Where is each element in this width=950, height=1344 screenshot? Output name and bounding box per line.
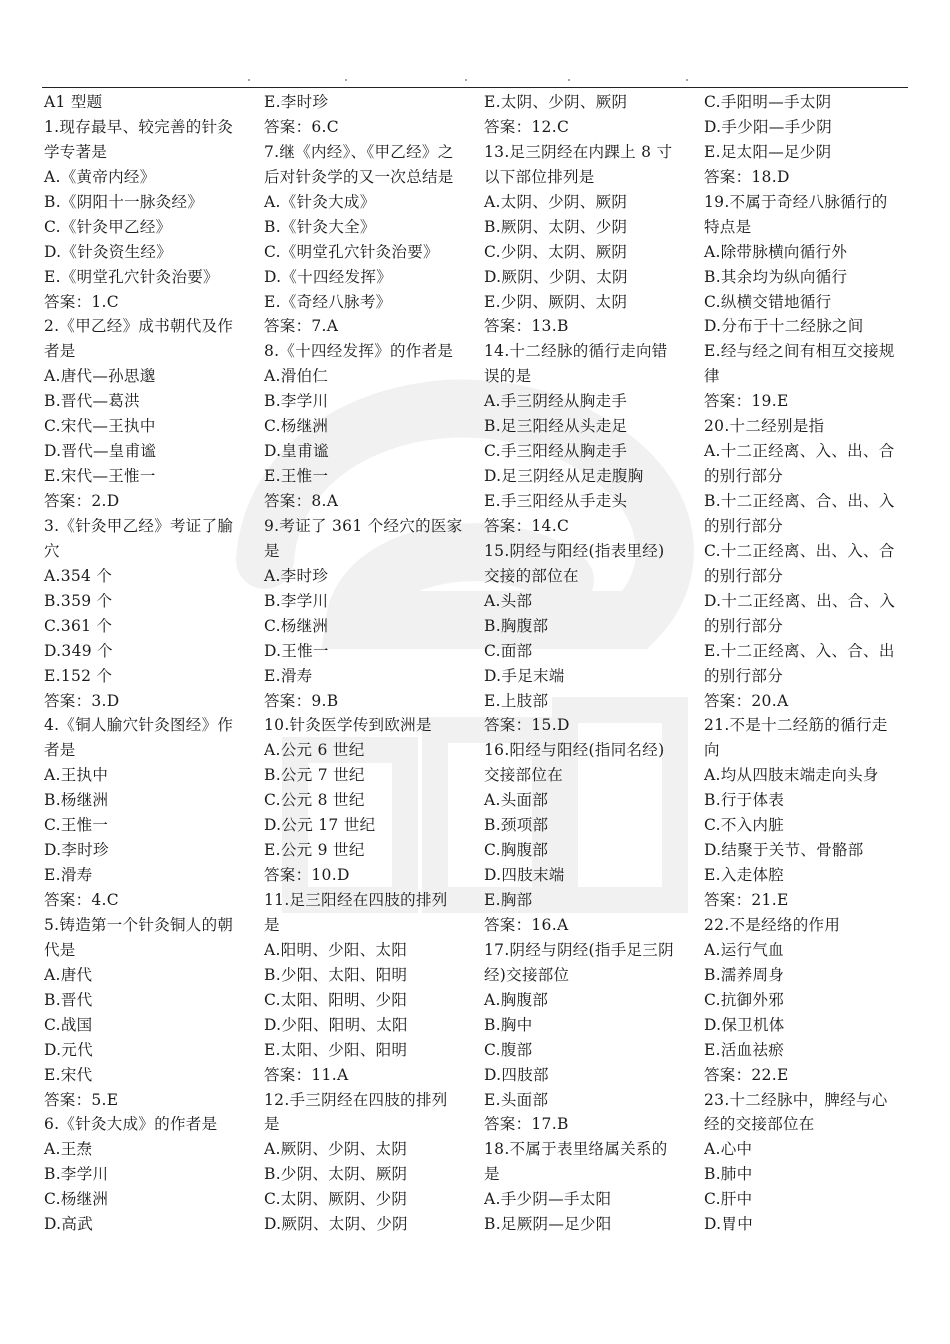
text-line: A1 型题 <box>44 93 103 111</box>
text-line: 23.十二经脉中，脾经与心 <box>704 1090 888 1109</box>
text-line: D.足三阴经从足走腹胸 <box>484 467 644 486</box>
text-line: B.晋代 <box>44 990 93 1009</box>
text-line: 者是 <box>44 342 76 361</box>
text-line: C.手三阳经从胸走手 <box>484 442 628 461</box>
text-line: D.少阳、阳明、太阳 <box>264 1015 408 1034</box>
text-line: 经)交接部位 <box>484 965 570 984</box>
text-line: E.152 个 <box>44 666 113 685</box>
text-line: 答案：18.D <box>704 167 790 186</box>
text-line: A.胸腹部 <box>484 990 549 1009</box>
text-line: E.上肢部 <box>484 691 549 710</box>
text-line: A.手三阴经从胸走手 <box>484 392 628 411</box>
text-line: E.滑寿 <box>44 866 93 885</box>
text-line: C.太阳、阳明、少阳 <box>264 990 408 1009</box>
text-line: 18.不属于表里络属关系的 <box>484 1140 668 1159</box>
text-line: A.太阴、少阴、厥阴 <box>484 192 628 211</box>
text-line: 是 <box>264 915 280 934</box>
text-line: D.厥阴、太阴、少阴 <box>264 1215 408 1234</box>
text-line: 是 <box>484 1165 500 1184</box>
text-line: 穴 <box>44 541 60 560</box>
text-line: C.《明堂孔穴针灸治要》 <box>264 242 439 261</box>
text-line: B.《阴阳十一脉灸经》 <box>44 192 204 211</box>
text-line: 以下部位排列是 <box>484 167 595 186</box>
text-line: D.胃中 <box>704 1215 754 1234</box>
text-line: E.公元 9 世纪 <box>264 841 365 860</box>
text-line: A.李时珍 <box>264 566 329 585</box>
text-line: 3.《针灸甲乙经》考证了腧 <box>44 516 234 535</box>
text-line: A.均从四肢末端走向头身 <box>704 766 879 785</box>
text-line: B.厥阴、太阴、少阴 <box>484 217 628 236</box>
text-line: 答案：15.D <box>484 716 570 735</box>
text-line: 是 <box>264 541 280 560</box>
text-line: 误的是 <box>484 367 532 386</box>
text-line: 6.《针灸大成》的作者是 <box>44 1115 218 1134</box>
text-line: 9.考证了 361 个经穴的医家 <box>264 516 463 535</box>
text-line: D.十二正经离、出、合、入 <box>704 591 896 610</box>
text-line: 17.阴经与阴经(指手足三阴 <box>484 940 674 959</box>
text-line: 1.现存最早、较完善的针灸 <box>44 117 234 136</box>
text-line: 答案：9.B <box>264 691 339 710</box>
text-line: 学专著是 <box>44 142 108 161</box>
text-line: E.十二正经离、入、合、出 <box>704 641 895 660</box>
text-line: 答案：11.A <box>264 1065 349 1084</box>
text-line: D.李时珍 <box>44 841 109 860</box>
text-line: C.纵横交错地循行 <box>704 292 832 311</box>
text-line: C.不入内脏 <box>704 816 785 835</box>
text-line: D.四肢末端 <box>484 866 565 885</box>
text-line: E.《奇经八脉考》 <box>264 292 392 311</box>
text-line: A.运行气血 <box>704 940 784 959</box>
text-line: 20.十二经别是指 <box>704 417 825 436</box>
text-line: E.宋代 <box>44 1065 93 1084</box>
text-line: B.颈项部 <box>484 816 549 835</box>
text-line: B.足三阳经从头走足 <box>484 417 628 436</box>
text-line: 10.针灸医学传到欧洲是 <box>264 716 432 735</box>
text-line: D.分布于十二经脉之间 <box>704 317 864 336</box>
text-line: A.滑伯仁 <box>264 367 329 386</box>
text-line: D.王惟一 <box>264 641 329 660</box>
text-line: E.王惟一 <box>264 467 329 486</box>
text-line: B.胸腹部 <box>484 616 549 635</box>
text-line: 者是 <box>44 741 76 760</box>
text-line: 答案：16.A <box>484 915 569 934</box>
text-line: A.《黄帝内经》 <box>44 167 156 186</box>
text-line: A.王执中 <box>44 766 109 785</box>
text-line: B.李学川 <box>264 591 329 610</box>
text-line: E.少阴、厥阴、太阴 <box>484 292 628 311</box>
text-line: E.宋代—王惟一 <box>44 467 156 486</box>
text-line: A.王焘 <box>44 1140 93 1159</box>
text-line: 答案：14.C <box>484 516 570 535</box>
text-line: 后对针灸学的又一次总结是 <box>264 167 454 186</box>
text-line: E.胸部 <box>484 891 533 909</box>
text-line: B.杨继洲 <box>44 791 109 810</box>
text-line: A.除带脉横向循行外 <box>704 242 848 261</box>
text-line: 21.不是十二经筋的循行走 <box>704 716 888 735</box>
text-line: 答案：6.C <box>264 117 339 136</box>
text-line: 5.铸造第一个针灸铜人的朝 <box>44 915 234 934</box>
text-line: B.李学川 <box>264 392 329 411</box>
text-line: C.面部 <box>484 641 533 660</box>
text-line: 22.不是经络的作用 <box>704 915 841 934</box>
text-line: 16.阳经与阳经(指同名经) <box>484 741 665 760</box>
text-line: B.少阳、太阳、阳明 <box>264 965 408 984</box>
text-line: B.行于体表 <box>704 791 785 810</box>
text-line: D.公元 17 世纪 <box>264 816 376 835</box>
text-line: 答案：10.D <box>264 866 350 885</box>
text-line: 14.十二经脉的循行走向错 <box>484 342 668 361</box>
text-line: 15.阴经与阳经(指表里经) <box>484 541 665 560</box>
text-line: C.抗御外邪 <box>704 990 785 1009</box>
text-line: E.《明堂孔穴针灸治要》 <box>44 267 219 286</box>
text-line: C.杨继洲 <box>264 417 329 436</box>
text-line: 19.不属于奇经八脉循行的 <box>704 192 888 211</box>
text-line: 答案：4.C <box>44 891 119 909</box>
text-line: B.晋代—葛洪 <box>44 392 140 411</box>
text-line: C.腹部 <box>484 1040 533 1059</box>
text-line: A.心中 <box>704 1140 753 1159</box>
text-line: E.太阴、少阴、厥阴 <box>484 93 628 111</box>
text-line: C.杨继洲 <box>264 616 329 635</box>
text-line: D.手少阳—手少阴 <box>704 117 833 136</box>
text-line: B.少阴、太阴、厥阴 <box>264 1165 408 1184</box>
text-line: 的别行部分 <box>704 516 784 535</box>
text-line: 答案：21.E <box>704 891 789 909</box>
text-line: A.公元 6 世纪 <box>264 741 365 760</box>
text-line: 答案：2.D <box>44 492 120 510</box>
column-2 <box>264 90 476 1237</box>
text-line: E.入走体腔 <box>704 866 785 885</box>
text-line: A.354 个 <box>44 566 113 585</box>
text-line: 代是 <box>44 940 76 959</box>
text-line: A.唐代 <box>44 965 93 984</box>
header-dots <box>0 79 950 85</box>
text-line: 经的交接部位在 <box>704 1115 815 1134</box>
text-line: E.手三阳经从手走头 <box>484 492 628 510</box>
column-4 <box>704 90 916 1237</box>
text-line: 答案：22.E <box>704 1065 789 1084</box>
text-line: C.公元 8 世纪 <box>264 791 365 810</box>
text-line: E.滑寿 <box>264 666 313 685</box>
text-line: 答案：13.B <box>484 317 569 336</box>
text-line: D.皇甫谧 <box>264 442 329 461</box>
text-line: 的别行部分 <box>704 467 784 486</box>
text-line: E.活血祛瘀 <box>704 1040 785 1059</box>
text-line: D.《针灸资生经》 <box>44 242 173 261</box>
text-line: 答案：1.C <box>44 292 119 311</box>
text-line: 答案：7.A <box>264 317 339 336</box>
column-3 <box>484 90 696 1237</box>
text-line: C.太阴、厥阴、少阴 <box>264 1190 408 1209</box>
text-line: C.宋代—王执中 <box>44 417 156 436</box>
text-line: A.十二正经离、入、出、合 <box>704 442 895 461</box>
text-line: D.349 个 <box>44 641 113 660</box>
text-line: 答案：3.D <box>44 691 120 710</box>
text-line: C.王惟一 <box>44 816 109 835</box>
text-line: B.足厥阴—足少阳 <box>484 1215 612 1234</box>
text-line: 11.足三阳经在四肢的排列 <box>264 891 448 909</box>
text-line: C.肝中 <box>704 1190 753 1209</box>
text-line: D.保卫机体 <box>704 1015 785 1034</box>
text-line: C.战国 <box>44 1015 93 1034</box>
text-line: B.李学川 <box>44 1165 109 1184</box>
text-line: B.十二正经离、合、出、入 <box>704 492 895 510</box>
text-line: B.胸中 <box>484 1015 533 1034</box>
text-line: A.厥阴、少阴、太阴 <box>264 1140 408 1159</box>
text-line: A.头面部 <box>484 791 549 810</box>
text-line: 交接的部位在 <box>484 566 579 585</box>
text-line: B.公元 7 世纪 <box>264 766 365 785</box>
text-line: 向 <box>704 741 720 760</box>
text-line: C.杨继洲 <box>44 1190 109 1209</box>
text-line: D.元代 <box>44 1040 94 1059</box>
text-line: 答案：8.A <box>264 492 339 510</box>
text-line: C.十二正经离、出、入、合 <box>704 541 895 560</box>
text-line: E.足太阳—足少阴 <box>704 142 832 161</box>
text-line: A.阳明、少阳、太阳 <box>264 940 408 959</box>
text-line: A.手少阴—手太阳 <box>484 1190 612 1209</box>
text-line: E.头面部 <box>484 1090 549 1109</box>
text-line: E.太阳、少阳、阳明 <box>264 1040 408 1059</box>
text-line: 13.足三阴经在内踝上 8 寸 <box>484 142 673 161</box>
text-line: 的别行部分 <box>704 566 784 585</box>
text-line: B.359 个 <box>44 591 113 610</box>
text-line: B.肺中 <box>704 1165 753 1184</box>
header-rule <box>42 87 908 88</box>
text-line: B.其余均为纵向循行 <box>704 267 848 286</box>
text-line: C.361 个 <box>44 616 113 635</box>
text-line: 交接部位在 <box>484 766 564 785</box>
text-line: A.《针灸大成》 <box>264 192 376 211</box>
text-line: A.头部 <box>484 591 533 610</box>
text-line: B.《针灸大全》 <box>264 217 376 236</box>
text-line: D.厥阴、少阴、太阴 <box>484 267 628 286</box>
text-line: 答案：12.C <box>484 117 570 136</box>
text-line: C.少阴、太阴、厥阴 <box>484 242 628 261</box>
text-line: 答案：20.A <box>704 691 789 710</box>
text-line: D.高武 <box>44 1215 94 1234</box>
text-line: D.手足末端 <box>484 666 565 685</box>
text-line: C.胸腹部 <box>484 841 549 860</box>
text-line: 2.《甲乙经》成书朝代及作 <box>44 317 234 336</box>
text-line: 4.《铜人腧穴针灸图经》作 <box>44 716 234 735</box>
text-line: 12.手三阴经在四肢的排列 <box>264 1090 448 1109</box>
text-line: 的别行部分 <box>704 666 784 685</box>
text-line: D.《十四经发挥》 <box>264 267 393 286</box>
text-line: 是 <box>264 1115 280 1134</box>
text-line: E.李时珍 <box>264 93 329 111</box>
text-line: C.手阳明—手太阴 <box>704 93 832 111</box>
text-line: 答案：17.B <box>484 1115 569 1134</box>
column-1 <box>44 90 256 1237</box>
text-line: 7.继《内经》、《甲乙经》之 <box>264 142 454 161</box>
text-line: 8.《十四经发挥》的作者是 <box>264 342 454 361</box>
text-line: A.唐代—孙思邈 <box>44 367 156 386</box>
text-line: D.四肢部 <box>484 1065 549 1084</box>
text-line: C.《针灸甲乙经》 <box>44 217 172 236</box>
text-line: 答案：19.E <box>704 392 789 411</box>
text-line: B.濡养周身 <box>704 965 785 984</box>
text-line: E.经与经之间有相互交接规 <box>704 342 895 361</box>
text-line: 答案：5.E <box>44 1090 119 1109</box>
text-line: 特点是 <box>704 217 752 236</box>
text-line: 律 <box>704 367 720 386</box>
text-line: D.晋代—皇甫谧 <box>44 442 157 461</box>
text-line: 的别行部分 <box>704 616 784 635</box>
text-line: D.结聚于关节、骨骼部 <box>704 841 864 860</box>
